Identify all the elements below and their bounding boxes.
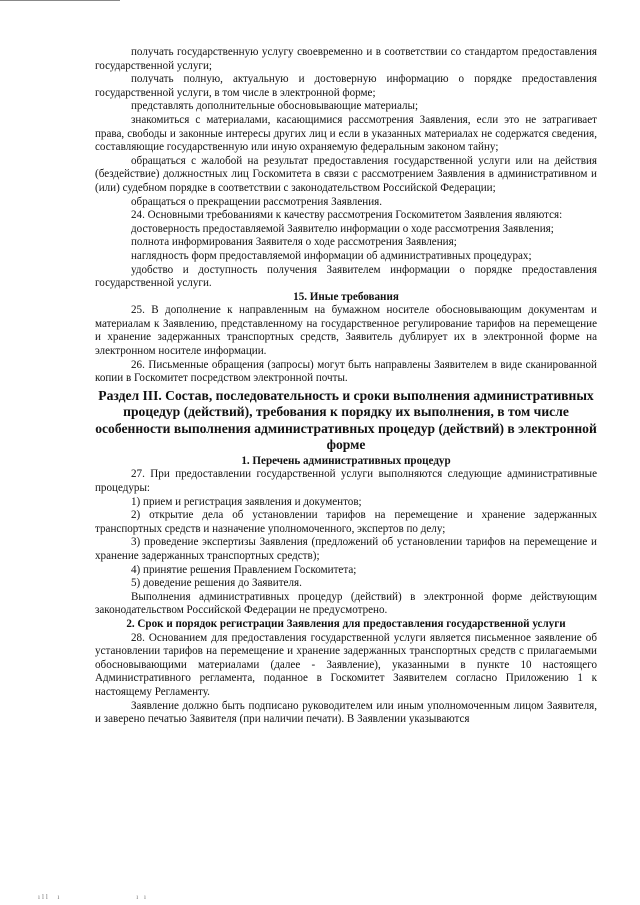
body-paragraph: Выполнения административных процедур (действий) в электронной форме действующим законодательством Российской Федерации не предусмотрено. xyxy=(95,590,597,617)
section-heading: 2. Срок и порядок регистрации Заявления для предоставления государственной услуги xyxy=(126,617,566,630)
body-paragraph: обращаться о прекращении рассмотрения Заявления. xyxy=(131,195,383,208)
body-paragraph: 1) прием и регистрация заявления и документов; xyxy=(131,495,362,508)
scan-footer-marks: ıll ı ı ı xyxy=(38,893,148,901)
body-paragraph: Заявление должно быть подписано руководителем или иным уполномоченным лицом Заявителя, и заверено печатью Заявителя (при наличии печати). В Заявлении указываются xyxy=(95,699,597,726)
body-paragraph: представлять дополнительные обосновывающие материалы; xyxy=(131,100,419,113)
body-paragraph: 3) проведение экспертизы Заявления (предложений об установлении тарифов на перемещение и хранение задержанных транспортных средств); xyxy=(95,536,597,562)
body-paragraph: 5) доведение решения до Заявителя. xyxy=(131,577,302,590)
body-paragraph: обращаться с жалобой на результат предоставления государственной услуги или на действия (бездействие) должностных лиц Госкомитета в связи с рассмотрением Заявления в административном и (или) судебном порядке в соответствии с законодательством Российской Федерации; xyxy=(95,154,597,194)
body-paragraph: наглядность форм предоставляемой информации об административных процедурах; xyxy=(131,249,532,262)
body-paragraph: 4) принятие решения Правлением Госкомитета; xyxy=(131,563,357,576)
body-paragraph: 24. Основными требованиями к качеству рассмотрения Госкомитетом Заявления являются: xyxy=(131,209,563,222)
body-paragraph: получать полную, актуальную и достоверную информацию о порядке предоставления государственной услуги, в том числе в электронной форме; xyxy=(95,73,597,99)
scan-edge-mark xyxy=(0,0,120,4)
body-paragraph: удобство и доступность получения Заявителем информации о порядке предоставления государственной услуги. xyxy=(95,263,597,290)
body-paragraph: 25. В дополнение к направленным на бумажном носителе обосновывающим документам и материалам к Заявлению, представленному на государственное регулирование тарифов на перемещение и хранение задержанных транспортных средств, Заявитель дублирует их в электронной форме на электронном носителе информации. xyxy=(95,304,597,358)
body-paragraph: знакомиться с материалами, касающимися рассмотрения Заявления, если это не затрагивает права, свободы и законные интересы других лиц и если в указанных материалах не содержатся сведения, составляющие государственную или иную охраняемую федеральным законом тайну; xyxy=(95,113,597,154)
section-heading: 15. Иные требования xyxy=(293,290,399,303)
section-heading: 1. Перечень административных процедур xyxy=(241,454,451,467)
body-paragraph: 28. Основанием для предоставления государственной услуги является письменное заявление об установлении тарифов на перемещение и хранение задержанных транспортных средств с прилагаемыми обосновывающими материалами (далее - Заявление), указанными в пункте 10 настоящего Административного регламента, поданное в Госкомитет Заявителем согласно Приложению 1 к настоящему Регламенту. xyxy=(95,631,597,698)
body-paragraph: 27. При предоставлении государственной услуги выполняются следующие административные процедуры: xyxy=(95,468,597,495)
document-page xyxy=(95,46,597,727)
chapter-heading: Раздел III. Состав, последовательность и сроки выполнения административных процедур (действий), требования к порядку их выполнения, в том числе особенности выполнения административных процедур (действий) в электронной форме xyxy=(95,387,597,453)
body-paragraph: достоверность предоставляемой Заявителю информации о ходе рассмотрения Заявления; xyxy=(131,222,554,235)
body-paragraph: полнота информирования Заявителя о ходе рассмотрения Заявления; xyxy=(131,236,457,249)
body-paragraph: 26. Письменные обращения (запросы) могут быть направлены Заявителем в виде сканированной копии в Госкомитет посредством электронной почты. xyxy=(95,358,597,385)
body-paragraph: 2) открытие дела об установлении тарифов на перемещение и хранение задержанных транспортных средств и назначение уполномоченного, экспертов по делу; xyxy=(95,509,597,535)
body-paragraph: получать государственную услугу своевременно и в соответствии со стандартом предоставления государственной услуги; xyxy=(95,46,597,72)
